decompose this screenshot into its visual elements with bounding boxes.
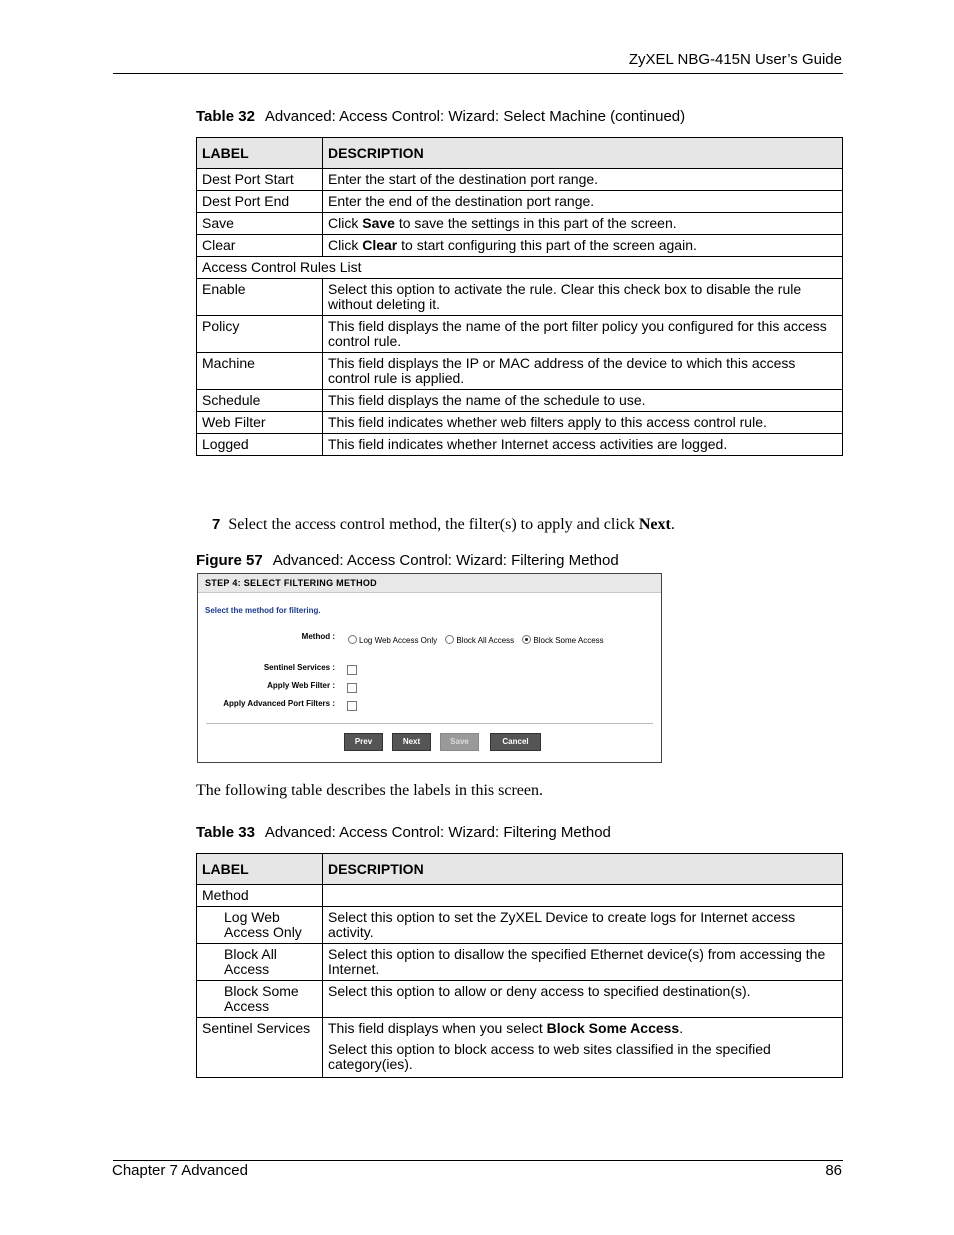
table-row <box>197 213 843 235</box>
row-label: Logged <box>197 434 323 456</box>
table-row <box>197 1018 843 1078</box>
footer-rule <box>113 1160 843 1161</box>
row-label: Enable <box>197 279 323 316</box>
step-text-end: . <box>670 516 675 533</box>
column-header-label: LABEL <box>197 138 323 169</box>
option-label: Block All Access <box>456 636 515 645</box>
table33-caption-text: Advanced: Access Control: Wizard: Filtering Method <box>264 824 611 841</box>
desc-text: . <box>679 1020 684 1036</box>
row-label: Machine <box>197 353 323 390</box>
table-row <box>197 944 843 981</box>
row-label: Block All Access <box>197 944 323 981</box>
desc-text: Click <box>328 215 363 231</box>
table-row <box>197 235 843 257</box>
apply-port-filters-label: Apply Advanced Port Filters : <box>223 699 335 708</box>
guide-title: ZyXEL NBG-415N User’s Guide <box>628 51 842 68</box>
step-text: Select the access control method, the filter(s) to apply and click <box>228 516 639 533</box>
table32-caption-num: Table 32 <box>196 108 255 125</box>
row-description: Select this option to allow or deny access to specified destination(s). <box>323 981 843 1018</box>
figure57-caption-text: Advanced: Access Control: Wizard: Filtering Method <box>272 552 619 569</box>
step-title: STEP 4: SELECT FILTERING METHOD <box>205 578 377 588</box>
option-label: Block Some Access <box>533 636 604 645</box>
table-header-row <box>197 854 843 885</box>
step-7-instruction <box>212 516 675 534</box>
row-description: Select this option to disallow the specified Ethernet device(s) from accessing the Internet. <box>323 944 843 981</box>
apply-web-filter-checkbox[interactable] <box>347 683 357 693</box>
column-header-description: DESCRIPTION <box>323 854 843 885</box>
table-row <box>197 885 843 907</box>
table-header-row <box>197 138 843 169</box>
form-divider <box>206 723 653 724</box>
row-label: Policy <box>197 316 323 353</box>
row-label: Save <box>197 213 323 235</box>
table-row <box>197 279 843 316</box>
desc-bold: Clear <box>362 237 398 253</box>
desc-text: to start configuring this part of the screen again. <box>397 237 697 253</box>
row-description: Select this option to set the ZyXEL Device to create logs for Internet access activity. <box>323 907 843 944</box>
desc-text: Click <box>328 237 363 253</box>
save-button[interactable]: Save <box>440 733 479 751</box>
table33 <box>196 853 843 1078</box>
desc-text: to save the settings in this part of the screen. <box>394 215 677 231</box>
table-row <box>197 412 843 434</box>
row-description: This field displays the name of the schedule to use. <box>323 390 843 412</box>
instruction-text: Select the method for filtering. <box>205 606 321 615</box>
prev-button[interactable]: Prev <box>344 733 383 751</box>
row-label: Log Web Access Only <box>197 907 323 944</box>
apply-port-filters-checkbox[interactable] <box>347 701 357 711</box>
figure57-caption <box>196 552 619 569</box>
page-number: 86 <box>825 1162 842 1179</box>
table-row <box>197 907 843 944</box>
option-label: Log Web Access Only <box>359 636 438 645</box>
table-row <box>197 191 843 213</box>
table-row <box>197 390 843 412</box>
row-label: Dest Port End <box>197 191 323 213</box>
radio-block-all-access[interactable] <box>445 635 454 644</box>
desc-line <box>328 1021 837 1036</box>
row-description: Select this option to activate the rule. Clear this check box to disable the rule without deleting it. <box>323 279 843 316</box>
table32 <box>196 137 843 456</box>
column-header-description: DESCRIPTION <box>323 138 843 169</box>
row-label: Method <box>197 885 323 907</box>
row-description <box>323 213 843 235</box>
next-button[interactable]: Next <box>392 733 431 751</box>
header-rule <box>113 73 843 74</box>
figure57-caption-num: Figure 57 <box>196 552 263 569</box>
radio-log-web-access-only[interactable] <box>348 635 357 644</box>
row-description: This field indicates whether Internet access activities are logged. <box>323 434 843 456</box>
table32-caption <box>196 108 685 125</box>
table-row <box>197 316 843 353</box>
table-row <box>197 169 843 191</box>
step-title-bar <box>198 574 661 593</box>
sentinel-services-label: Sentinel Services : <box>263 663 335 672</box>
row-label: Dest Port Start <box>197 169 323 191</box>
method-options <box>348 635 604 645</box>
desc-bold: Save <box>362 215 395 231</box>
radio-block-some-access[interactable] <box>522 635 531 644</box>
row-description: This field displays the name of the port filter policy you configured for this access control rule. <box>323 316 843 353</box>
step-number: 7 <box>212 516 221 533</box>
row-description <box>323 885 843 907</box>
method-label: Method : <box>301 632 335 641</box>
row-description: This field displays the IP or MAC address of the device to which this access control rule is applied. <box>323 353 843 390</box>
row-label: Schedule <box>197 390 323 412</box>
row-label: Web Filter <box>197 412 323 434</box>
cancel-button[interactable]: Cancel <box>490 733 541 751</box>
table33-caption <box>196 824 611 841</box>
row-description <box>323 235 843 257</box>
chapter-label: Chapter 7 Advanced <box>112 1162 248 1179</box>
table-row <box>197 981 843 1018</box>
row-label: Block Some Access <box>197 981 323 1018</box>
filtering-method-screenshot <box>197 573 662 763</box>
desc-line: Select this option to block access to web sites classified in the specified category(ies). <box>328 1041 771 1072</box>
body-paragraph: The following table describes the labels in this screen. <box>196 782 544 799</box>
table-row <box>197 353 843 390</box>
table33-caption-num: Table 33 <box>196 824 255 841</box>
row-label: Sentinel Services <box>197 1018 323 1078</box>
sentinel-services-checkbox[interactable] <box>347 665 357 675</box>
row-description: This field indicates whether web filters apply to this access control rule. <box>323 412 843 434</box>
row-description: Enter the end of the destination port range. <box>323 191 843 213</box>
section-label: Access Control Rules List <box>197 257 843 279</box>
table-section-row <box>197 257 843 279</box>
row-label: Clear <box>197 235 323 257</box>
column-header-label: LABEL <box>197 854 323 885</box>
apply-web-filter-label: Apply Web Filter : <box>267 681 335 690</box>
row-description <box>323 1018 843 1078</box>
step-bold: Next <box>638 516 671 533</box>
table-row <box>197 434 843 456</box>
desc-text: This field displays when you select <box>328 1020 547 1036</box>
row-description: Enter the start of the destination port range. <box>323 169 843 191</box>
desc-bold: Block Some Access <box>546 1020 680 1036</box>
table32-caption-text: Advanced: Access Control: Wizard: Select Machine (continued) <box>264 108 686 125</box>
